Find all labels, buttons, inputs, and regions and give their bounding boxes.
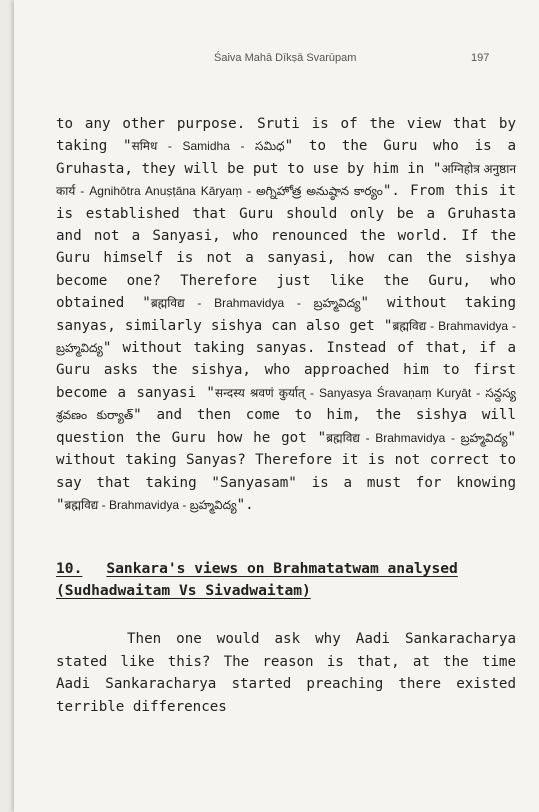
page-number: 197 [471,52,490,64]
sanskrit-term: ब्रह्मविद्य - Brahmavidya - బ్రహ్మవిద్య [64,497,237,512]
paragraph-2: Then one would ask why Aadi Sankaracharya stated like this? The reason is that, at the time Aadi Sankaracharya started preaching there existed terrible differences [56,631,516,715]
sanskrit-term: अग्निहोत्र अनुष्ठान कार्य - Agnihōtra Anuṣṭāna Kāryaṃ - అగ్నిహోత్ర అనుష్ఠాన కార్యం [56,161,516,199]
sanskrit-term: समिध - Samidha - సమిధ [131,139,285,154]
book-page [14,0,539,812]
section-heading [56,558,516,602]
sanskrit-term: ब्रह्मविद्य - Brahmavidya - బ్రహ్మవిద్య [150,296,361,311]
text-run: " without taking Sanyas? Therefore it is not correct to say that taking "Sanyasam" is a must for knowing " [56,429,516,513]
text-run: " without taking sanyas, similarly sishya can also get " [56,295,516,334]
text-run: " and then come to him, the sishya will question the Guru how he got " [56,407,516,446]
text-run: " without taking sanyas. Instead of that, if a Guru asks the sishya, who approached him to first become a sanyasi " [56,340,516,401]
page-body [56,113,516,718]
section-title: Sankara's views on Brahmatatwam analysed (Sudhadwaitam Vs Sivadwaitam) [56,560,458,600]
sanskrit-term: ब्रह्मविद्य - Brahmavidya - బ్రహ్మవిద్య [56,318,516,356]
text-run: ". [236,496,254,513]
running-header [14,52,539,68]
text-run: to any other purpose. Sruti is of the view that by taking " [56,116,516,155]
header-title: Śaiva Mahā Dīkṣā Svarūpam [214,52,357,64]
paragraph-1 [56,113,516,516]
section-number: 10. [56,560,83,578]
text-run: ". From this it is established that Guru should only be a Gruhasta and not a Sanyasi, who renounced the world. If the Guru himself is not a sanyasi, how can the sishya become one? Therefore just like the Guru, who obtained " [56,183,516,312]
text-run: " to the Guru who is a Gruhasta, they will be put to use by him in " [56,138,516,177]
sanskrit-term: ब्रह्मविद्य - Brahmavidya - బ్రహ్మవిద్య [326,430,508,445]
sanskrit-term: सन्दस्य श्रवणं कुर्यात् - Sanyasya Śravaṇaṃ Kuryāt - సన్దస్య శ్రవణం కుర్యాత్ [56,385,516,423]
